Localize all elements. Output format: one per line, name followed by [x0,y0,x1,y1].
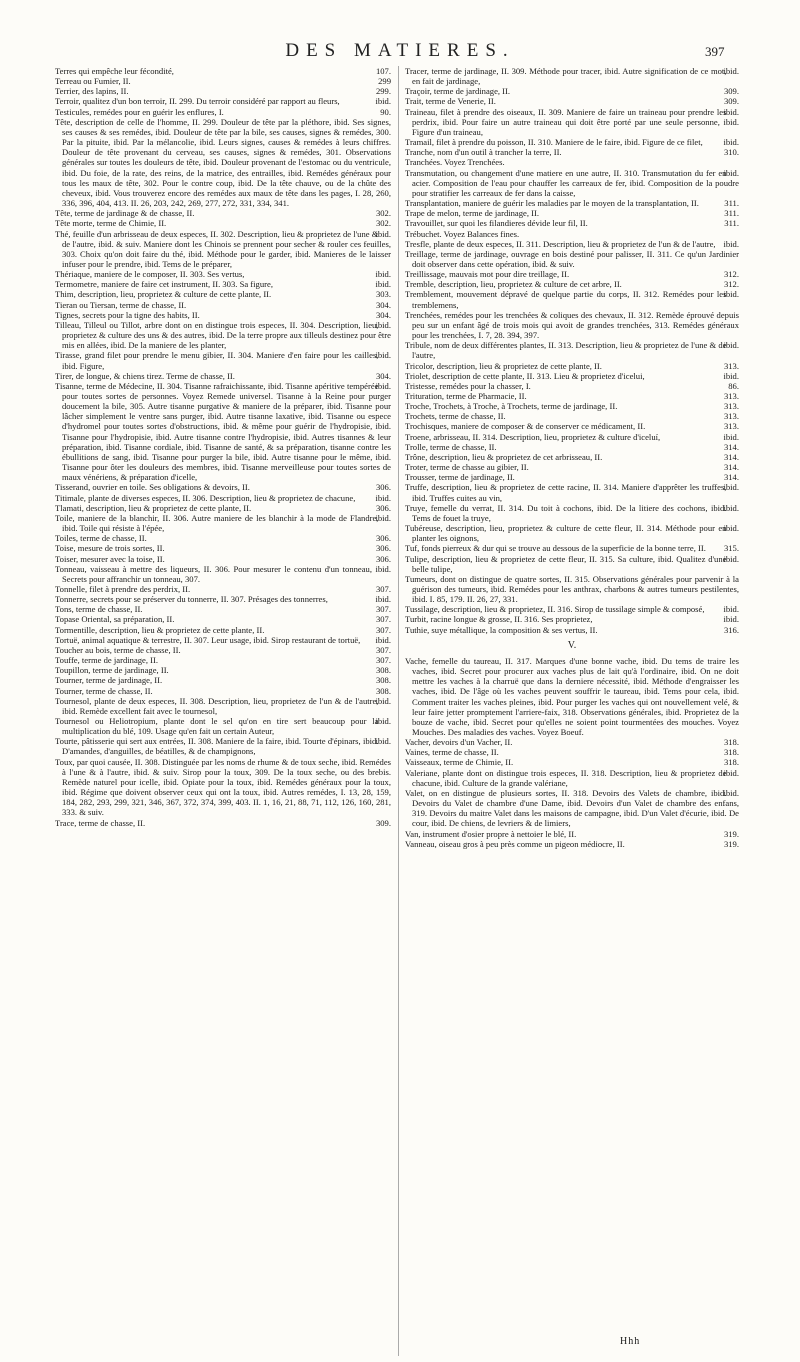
index-entry [55,543,391,553]
index-entry [405,381,739,391]
entry-text: Tourner, terme de jardinage, II. [55,675,163,686]
index-entry [55,564,391,584]
entry-text: Tubéreuse, description, lieu, proprietez & culture de cette fleur, II. 314. Méthode pour en planter les oignons, [405,523,727,544]
index-entry [55,635,391,645]
entry-text: Thim, description, lieu, proprietez & culture de cette plante, II. [55,289,272,300]
index-entry [55,371,391,381]
index-entry [405,239,739,249]
index-entry [405,208,739,218]
index-entry [55,645,391,655]
entry-text: Valet, on en distingue de plusieurs sortes, II. 318. Devoirs des Valets de chambre, ibid. Devoirs du Valet de chambre d'une Dame, ibid. Devoirs d'un Valet de chambre des enfans, 319. Devoirs du maitre Valet dans les maisons de campagne, ibid. D'un Valet d'écurie, ibid. De cour, ibid. De chiens, de levriers & de limiers, [405,787,739,829]
index-entry [55,696,391,716]
entry-page-ref: 319. [723,828,739,839]
index-entry [405,279,739,289]
index-entry [55,76,391,86]
index-entry [405,269,739,279]
entry-page-ref: ibid. [723,340,739,351]
index-entry [405,157,739,167]
entry-page-ref: ibid. [375,492,391,503]
entry-text: Tisanne, terme de Médecine, II. 304. Tisanne rafraichissante, ibid. Tisanne apéritive tempérée pour toutes sortes de personnes. Voyez Remede universel. Tisanne à la Reine pour purger doucement la bile, 305. Autre tisanne purgative & maniere de la préparer, ibid. Tisanne pour lâcher simplement le ventre sans purger, ibid. Autre tisanne laxative, ibid. Tisanne ou espece d'hydromel pour toutes sortes d'obstructions, ibid. & même pour guérir de l'hydropisie, ibid. Tisanne pour l'hydropisie, ibid. Autre tisanne contre l'hydropisie, ibid. Autres tisannes & leur préparation, ibid. Tisanne cordiale, ibid. Tisanne de santé, & sa préparation, tisanne contre les ébullitions de sang, ibid. Tisanne pour purger la bile, ibid. Autre tisanne pour le même, ibid. Tisanne pour ôter les douleurs des membres, ibid. Tisanne merveilleuse pour toutes sortes de maux vénériens, & préparation d'icelle, [55,380,391,483]
entry-text: Tieran ou Tiersan, terme de chasse, II. [55,299,187,310]
entry-text: Travouillet, sur quoi les filandieres dévide leur fil, II. [405,218,588,229]
index-entry [405,107,739,137]
index-entry [55,716,391,736]
entry-text: Testicules, remédes pour en guérir les enflures, I. [55,106,224,117]
index-entry [55,229,391,270]
entry-text: Tranche, nom d'un outil à trancher la terre, II. [405,147,562,158]
entry-text: Tourte, pâtisserie qui sert aux entrées, II. 308. Maniere de la faire, ibid. Tourte d'épinars, ibid. D'amandes, d'anguilles, de béatilles, & de champignons, [55,736,379,757]
entry-text: Turbit, racine longue & grosse, II. 316. Ses proprietez, [405,614,593,625]
index-column-left [55,66,391,828]
entry-page-ref: 314. [723,472,739,483]
entry-page-ref: 306. [375,502,391,513]
entry-page-ref: ibid. [375,594,391,605]
entry-text: Toiles, terme de chasse, II. [55,533,147,544]
entry-page-ref: 311. [724,218,739,229]
entry-text: Troter, terme de chasse au gibier, II. [405,462,529,473]
entry-page-ref: ibid. [375,716,391,726]
entry-text: Tussilage, description, lieu & proprietez, II. 316. Sirop de tussilage simple & composé, [405,604,705,615]
entry-text: Tuthie, suye métallique, la composition & ses vertus, II. [405,624,598,635]
index-entry [55,66,391,76]
index-group-t [405,66,739,635]
entry-page-ref: ibid. [723,289,739,300]
index-entry [55,493,391,503]
entry-text: Tisserand, ouvrier en toile. Ses obligations & devoirs, II. [55,482,250,493]
entry-text: Vaisseaux, terme de Chimie, II. [405,757,514,768]
entry-text: Treillissage, mauvais mot pour dire treillage, II. [405,269,570,280]
entry-page-ref: ibid. [723,523,739,534]
entry-text: Termometre, maniere de faire cet instrument, II. 303. Sa figure, [55,279,273,290]
entry-text: Tribule, nom de deux différentes plantes, II. 313. Description, lieu & proprietez de l'une & de l'autre, [405,340,727,361]
entry-page-ref: ibid. [723,614,739,625]
entry-text: Trône, description, lieu & proprietez de cet arbrisseau, II. [405,451,603,462]
entry-text: Trituration, terme de Pharmacie, II. [405,391,527,401]
index-entry [55,350,391,370]
entry-text: Tuf, fonds pierreux & dur qui se trouve au dessous de la superficie de la bonne terre, II. [405,543,706,554]
index-entry [405,737,739,747]
index-entry [405,340,739,360]
index-entry [55,269,391,279]
entry-page-ref: ibid. [375,96,391,107]
entry-page-ref: 315. [723,543,739,554]
entry-text: Tricolor, description, lieu & proprietez de cette plante, II. [405,360,602,371]
index-entry [405,198,739,208]
index-entry [55,218,391,228]
index-entry [55,289,391,299]
entry-page-ref: 306. [375,553,391,564]
index-entry [55,655,391,665]
index-entry [405,768,739,788]
entry-page-ref: 306. [375,482,391,493]
entry-page-ref: 311. [724,208,739,219]
index-entry [405,472,739,482]
entry-text: Trochisques, maniere de composer & de conserver ce médicament, II. [405,421,646,432]
entry-text: Trait, terme de Venerie, II. [405,96,496,107]
entry-text: Tramail, filet à prendre du poisson, II. 310. Maniere de le faire, ibid. Figure de ce filet, [405,137,703,148]
entry-page-ref: 299. [375,86,391,97]
entry-page-ref: 299 [378,76,391,87]
entry-text: Touffe, terme de jardinage, II. [55,655,159,666]
index-entry [55,757,391,818]
entry-page-ref: 313. [723,360,739,371]
entry-text: Toiser, mesurer avec la toise, II. [55,553,165,564]
index-entry [405,747,739,757]
entry-page-ref: ibid. [375,736,391,747]
index-entry [405,218,739,228]
entry-page-ref: ibid. [723,431,739,442]
index-entry [405,614,739,624]
entry-text: Trochets, terme de chasse, II. [405,411,506,422]
column-divider [398,66,399,1356]
entry-text: Thé, feuille d'un arbrisseau de deux especes, II. 302. Description, lieu & proprietez de l'une & de l'autre, ibid. & suiv. Maniere dont les Chinois se prennent pour secher & rouler ces feuilles, 303. Choix qu'on doit faire du thé, ibid. Méthode pour le garder, ibid. Manieres de le laisser infuser pour le prendre, ibid. Tems de le préparer, [55,228,391,269]
index-entry [55,554,391,564]
index-entry [55,320,391,350]
entry-text: Tresfle, plante de deux especes, II. 311. Description, lieu & proprietez de l'un & de l'autre, [405,238,716,249]
entry-text: Tremblement, mouvement dépravé de quelque partie du corps, II. 312. Remédes pour les tremblemens, [405,289,727,310]
entry-page-ref: 306. [375,533,391,544]
entry-text: Traçoir, terme de jardinage, II. [405,86,511,97]
index-entry [55,818,391,828]
entry-page-ref: 314. [723,462,739,473]
page-number: 397 [705,44,725,59]
entry-text: Tranchées. Voyez Trenchées. [405,157,505,168]
entry-text: Terres qui empêche leur fécondité, [55,66,174,76]
entry-page-ref: 304. [375,299,391,310]
index-entry [405,523,739,543]
entry-page-ref: ibid. [723,106,739,117]
entry-text: Terrier, des lapins, II. [55,86,129,97]
index-entry [405,137,739,147]
entry-text: Tête morte, terme de Chimie, II. [55,218,167,229]
index-entry [405,229,739,239]
entry-text: Tracer, terme de jardinage, II. 309. Méthode pour tracer, ibid. Autre signification de ce mot, en fait de jardinage, [405,66,727,87]
entry-page-ref: 309. [723,96,739,107]
entry-page-ref: 107. [375,66,391,76]
index-entry [405,421,739,431]
index-entry [405,147,739,157]
index-entry [55,86,391,96]
entry-page-ref: 311. [724,198,739,209]
entry-text: Tremble, description, lieu, proprietez & culture de cet arbre, II. [405,279,622,290]
entry-text: Tristesse, remédes pour la chasser, I. [405,380,531,391]
entry-page-ref: ibid. [723,604,739,615]
entry-page-ref: ibid. [375,269,391,280]
index-entry [405,829,739,839]
index-entry [55,736,391,756]
entry-page-ref: ibid. [375,350,391,361]
entry-text: Topase Oriental, sa préparation, II. [55,614,175,625]
entry-page-ref: 302. [375,208,391,219]
index-entry [405,482,739,502]
entry-page-ref: 318. [723,747,739,758]
index-entry [405,839,739,849]
entry-text: Toux, par quoi causée, II. 308. Distinguée par les noms de rhume & de toux seche, ibid. Remédes à l'une & à l'autre, ibid. & suiv. Sirop pour la toux, 309. De la toux seche, ou des brebis. Remède naturel pour icelle, ibid. Opiate pour la toux, ibid. Remédes généraux pour la toux, ibid. Régime que doivent observer ceux qui ont la toux, ibid. Autres remédes, I. 13, 28, 159, 184, 282, 293, 299, 321, 346, 367, 372, 374, 399, 403. II. 1, 16, 21, 88, 71, 112, 126, 160, 281, 333. & suiv. [55,756,391,818]
entry-page-ref: ibid. [375,380,391,391]
entry-text: Tignes, secrets pour la tigne des habits, II. [55,309,200,320]
index-entry [55,310,391,320]
entry-page-ref: ibid. [375,319,391,330]
entry-text: Van, instrument d'osier propre à nettoier le blé, II. [405,828,577,839]
index-entry [55,604,391,614]
index-entry [405,371,739,381]
entry-page-ref: 307. [375,583,391,594]
index-entry [55,686,391,696]
entry-page-ref: ibid. [375,228,391,239]
entry-text: Tirer, de longue, & chiens tirez. Terme de chasse, II. [55,370,235,381]
entry-page-ref: 303. [375,289,391,300]
entry-page-ref: 314. [723,441,739,452]
index-entry [55,279,391,289]
index-entry [405,503,739,523]
entry-text: Treillage, terme de jardinage, ouvrage en bois destiné pour palisser, II. 311. Ce qu'un Jardinier doit observer dans cette opération, ibid. & suiv. [405,248,739,269]
index-entry [405,656,739,737]
index-entry [55,300,391,310]
entry-page-ref: 304. [375,309,391,320]
entry-text: Trébuchet. Voyez Balances fines. [405,228,520,239]
entry-page-ref: 316. [723,624,739,635]
index-entry [405,442,739,452]
entry-text: Thériaque, maniere de le composer, II. 303. Ses vertus, [55,269,245,280]
entry-page-ref: 86. [728,380,739,391]
entry-text: Trace, terme de chasse, II. [55,817,146,828]
index-entry [55,625,391,635]
entry-text: Toise, mesure de trois sortes, II. [55,543,165,554]
entry-text: Tête, terme de jardinage & de chasse, II. [55,208,195,219]
entry-text: Tourner, terme de chasse, II. [55,685,153,696]
entry-text: Vaines, terme de chasse, II. [405,747,499,758]
index-entry [55,381,391,483]
entry-page-ref: 319. [723,838,739,849]
entry-page-ref: ibid. [723,167,739,178]
index-entry [405,411,739,421]
entry-page-ref: ibid. [723,767,739,778]
entry-page-ref: 304. [375,370,391,381]
entry-page-ref: 310. [723,147,739,158]
index-group-v [405,656,739,849]
index-entry [55,96,391,106]
entry-page-ref: 302. [375,218,391,229]
index-entry [55,117,391,208]
entry-page-ref: ibid. [375,634,391,645]
index-entry [405,168,739,198]
index-entry [405,574,739,604]
index-entry [55,503,391,513]
entry-page-ref: 307. [375,655,391,666]
entry-text: Trolle, terme de chasse, II. [405,441,497,452]
index-entry [55,513,391,533]
index-entry [55,107,391,117]
entry-text: Tilleau, Tilleul ou Tillot, arbre dont on en distingue trois especes, II. 304. Description, lieu, proprietez & culture des uns & des autres, ibid. De la terre propre aux tilleuls destinez pour être mis en allées, ibid. De la maniere de les planter, [55,319,391,351]
index-entry [55,665,391,675]
entry-page-ref: 307. [375,624,391,635]
index-entry [405,310,739,340]
index-entry [55,614,391,624]
entry-text: Transplantation, maniere de guérir les maladies par le moyen de la transplantation, II. [405,198,699,209]
entry-page-ref: 314. [723,451,739,462]
entry-page-ref: ibid. [723,787,739,798]
index-entry [55,675,391,685]
entry-text: Tonnerre, secrets pour se préserver du tonnerre, II. 307. Présages des tonnerres, [55,594,328,605]
entry-text: Tulipe, description, lieu & proprietez de cette fleur, II. 315. Sa culture, ibid. Qualitez d'une belle tulipe, [405,553,727,574]
entry-text: Traineau, filet à prendre des oiseaux, II. 309. Maniere de faire un traineau pour prendre les perdrix, ibid. Pour faire un autre traineau qui doit être porté par une seule personne, ibid. Figure d'un traineau, [405,106,739,137]
entry-text: Toucher au bois, terme de chasse, II. [55,644,181,655]
entry-text: Troche, Trochets, à Troche, à Trochets, terme de jardinage, II. [405,401,618,412]
index-entry [55,594,391,604]
running-title: DES MATIERES. [285,40,515,61]
index-entry [405,96,739,106]
entry-text: Tormentille, description, lieu & proprietez de cette plante, II. [55,624,265,635]
entry-text: Valeriane, plante dont on distingue trois especes, II. 318. Description, lieu & proprietez de chacune, ibid. Culture de la grande valériane, [405,767,727,788]
entry-page-ref: 309. [723,86,739,97]
entry-text: Tons, terme de chasse, II. [55,604,143,615]
entry-page-ref: ibid. [375,279,391,290]
entry-page-ref: 90. [380,106,391,117]
index-entry [405,401,739,411]
index-entry [405,554,739,574]
entry-text: Tortuë, animal aquatique & terrestre, II. 307. Leur usage, ibid. Sirop restaurant de tortuë, [55,634,361,645]
entry-text: Trousser, terme de jardinage, II. [405,472,515,483]
entry-text: Vanneau, oiseau gros à peu près comme un pigeon médiocre, II. [405,838,625,849]
entry-page-ref: 308. [375,675,391,686]
entry-text: Trape de melon, terme de jardinage, II. [405,208,540,219]
entry-page-ref: ibid. [723,238,739,249]
entry-page-ref: 307. [375,644,391,655]
index-entry [55,533,391,543]
index-entry [405,249,739,269]
index-entry [405,361,739,371]
entry-text: Troene, arbrisseau, II. 314. Description, lieu, proprietez & culture d'iceluí, [405,431,661,442]
entry-text: Tonnelle, filet à prendre des perdrix, II. [55,583,191,594]
index-entry [405,391,739,401]
entry-text: Terreau ou Fumier, II. [55,76,131,87]
entry-text: Trenchées, remédes pour les trenchées & coliques des chevaux, II. 312. Remède éprouvé depuis peu sur un enfant âgé de trois mois qui avoit de grandes trenchées, 313. Remédes généraux pour les trenchées, I. 7, 28. 394, 397. [405,309,739,341]
entry-page-ref: ibid. [375,512,391,523]
entry-page-ref: ibid. [723,66,739,76]
entry-text: Toupillon, terme de jardinage, II. [55,665,169,676]
entry-page-ref: 312. [723,269,739,280]
index-entry [405,452,739,462]
entry-page-ref: 307. [375,614,391,625]
entry-text: Transmutation, ou changement d'une matiere en une autre, II. 310. Transmutation du fer en acier. Composition de l'eau pour chauffer les carreaux de fer, ibid. Composition de la poudre pour stratifier les carreaux de fer dans la caisse, [405,167,739,198]
entry-page-ref: 318. [723,757,739,768]
entry-page-ref: 307. [375,604,391,615]
entry-text: Toile, maniere de la blanchir, II. 306. Autre maniere de les blanchir à la mode de Flandre, ibid. Toile qui résiste à l'épée, [55,512,379,534]
entry-page-ref: ibid. [375,695,391,706]
entry-page-ref: ibid. [723,553,739,564]
entry-page-ref: 313. [723,421,739,432]
entry-text: Tournesol ou Heliotropium, plante dont le sel qu'on en tire sert beaucoup pour la multiplication du blé, 109. Usage qu'en fait un certain Auteur, [55,716,379,737]
entry-text: Tlamati, description, lieu & proprietez de cette plante, II. [55,502,252,513]
entry-page-ref: 318. [723,737,739,748]
entry-page-ref: 309. [375,817,391,828]
entry-page-ref: 308. [375,685,391,696]
entry-text: Terroir, qualitez d'un bon terroir, II. 299. Du terroir considéré par rapport au fleurs, [55,96,340,107]
entry-page-ref: 313. [723,401,739,412]
entry-text: Tirasse, grand filet pour prendre le menu gibier, II. 304. Maniere d'en faire pour les cailles, ibid. Figure, [55,350,379,371]
index-entry [405,543,739,553]
index-entry [55,482,391,492]
index-entry [55,208,391,218]
entry-text: Truffe, description, lieu & proprietez de cette racine, II. 314. Maniere d'apprêter les truffes, ibid. Truffes cuites au vin, [405,482,727,503]
index-entry [405,757,739,767]
index-entry [55,584,391,594]
entry-page-ref: 308. [375,665,391,676]
entry-page-ref: 306. [375,543,391,554]
index-entry [405,788,739,829]
entry-text: Triolet, description de cette plante, II. 313. Lieu & proprietez d'icelui, [405,370,645,381]
entry-text: Tournesol, plante de deux especes, II. 308. Description, lieu, proprietez de l'un & de l'autre, ibid. Remède excellent fait avec le tournesol, [55,695,379,716]
index-entry [405,289,739,309]
entry-text: Vache, femelle du taureau, II. 317. Marques d'une bonne vache, ibid. Du tems de traire les vaches, ibid. Secret pour procurer aux vaches plus de lait qu'à l'ordinaire, ibid. On ne doit mettre les vaches à la charruë que dans la derniere nécessité, ibid. Méthode d'engraisser les vaches, ibid. De l'âge où les vaches peuvent souffrir le taureau, ibid. Tems pour cela, ibid. Comment traiter les vaches pleines, ibid. Pour purger les vaches qui ont nouvellement velé, & leur faire jetter promptement l'arriere-faix, 318. Observations générales, ibid. Proprietez de la bouze de vache, ibid. Secret pour qu'elles ne soient point tourmentées des mouches. Voyez Mouches. Des maladies des vaches. Voyez Boeuf. [405,655,739,737]
entry-page-ref: 313. [723,411,739,422]
entry-page-ref: ibid. [723,482,739,493]
index-entry [405,604,739,614]
entry-page-ref: 313. [723,391,739,401]
index-entry [405,86,739,96]
catchword: Hhh [620,1336,641,1347]
section-heading-v: V. [567,639,577,651]
index-entry [405,66,739,86]
entry-page-ref: ibid. [723,137,739,148]
index-entry [405,462,739,472]
entry-page-ref: ibid. [723,370,739,381]
entry-text: Truye, femelle du verrat, II. 314. Du toit à cochons, ibid. De la litiere des cochons, ibid. Tems de fouet la truye, [405,502,727,523]
index-entry [405,625,739,635]
index-entry [405,432,739,442]
entry-page-ref: 312. [723,279,739,290]
entry-text: Tonneau, vaisseau à mettre des liqueurs, II. 306. Pour mesurer le contenu d'un tonneau, ibid. Secrets pour affranchir un tonneau, 307. [55,563,391,584]
entry-text: Titimale, plante de diverses especes, II. 306. Description, lieu & proprietez de chacune, [55,492,356,503]
entry-text: Tumeurs, dont on distingue de quatre sortes, II. 315. Observations générales pour parvenir à la guérison des tumeurs, ibid. Remédes pour les anthrax, charbons & autres tumeurs pestilentes, ibid. I. 85, 179. II. 26, 27, 331. [405,573,739,605]
entry-text: Vacher, devoirs d'un Vacher, II. [405,737,513,748]
entry-page-ref: ibid. [723,502,739,513]
index-column-right [405,66,739,849]
entry-text: Tête, description de celle de l'homme, II. 299. Douleur de tête par la pléthore, ibid. Ses signes, ses causes & ses remédes, ibid. Douleur de tête par la bile, ses causes, signes & remédes, 300. Par la pituite, ibid. Par la mélancolie, ibid. Leurs signes, causes & remédes à leurs chiffres. Douleur de tête provenant du cerveau, ses causes, signes & remédes, 301. Observations générales sur toutes les douleurs de tête, ibid. Douleur provenant de l'estomac ou du ventricule, ibid. Du foie, de la rate, des reins, de la matrice, des entrailles, ibid. Remédes généraux pour tous les maux de tête, 302. Pour le contre coup, ibid. De la tête chauve, ou de la chûte des cheveux, ibid. Vous trouverez encore des remédes aux maux de tête dans les pages, I. 28, 260, 336, 396, 404, 413. II. 26, 203, 242, 269, 277, 272, 331, 334, 341. [55,116,391,209]
